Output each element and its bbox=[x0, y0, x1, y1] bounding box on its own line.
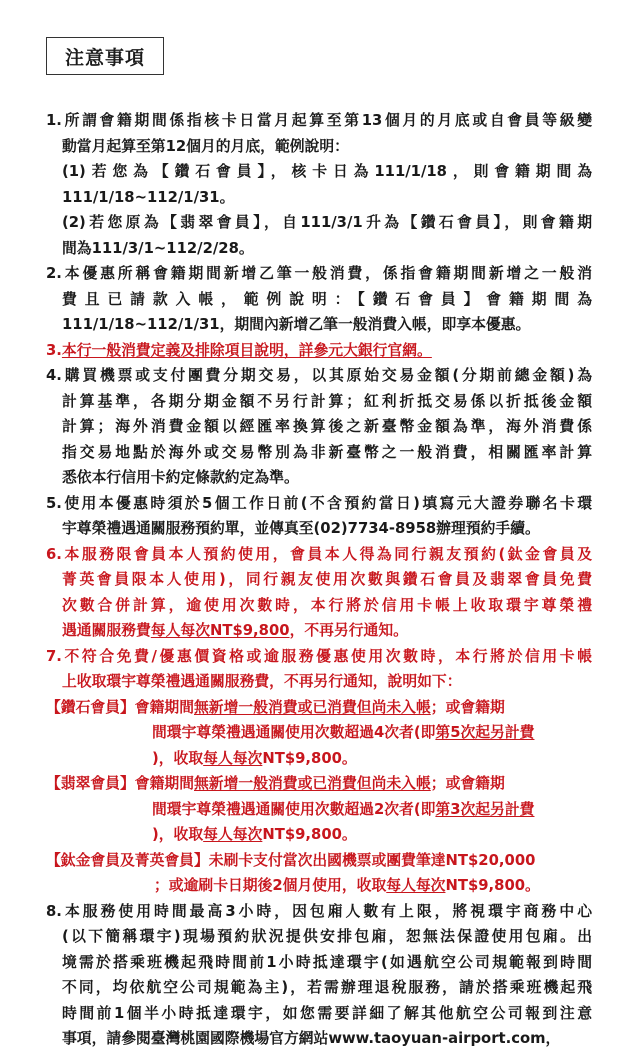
notice-item-5-line: 5.使用本優惠時須於5個工作日前(不含預約當日)填寫元大證券聯名卡環 bbox=[46, 494, 592, 512]
notice-item-5-line: 宇尊榮禮遇通關服務預約單，並傳真至(02)7734-8958辦理預約手續。 bbox=[62, 520, 540, 537]
emerald-member-tag: 【翡翠會員】 bbox=[46, 775, 135, 792]
fee-note: ，不再另行通知。 bbox=[289, 622, 408, 639]
bank-website-link[interactable]: 本行一般消費定義及排除項目說明，詳參元大銀行官網。 bbox=[61, 341, 432, 359]
rule-text: NT$9,800。 bbox=[262, 826, 357, 843]
fee-text: 遇通關服務費 bbox=[62, 622, 151, 639]
rule-emphasis: 每人每次 bbox=[386, 877, 446, 894]
notice-item-4-line: 4.購買機票或支付團費分期交易，以其原始交易金額(分期前總金額)為 bbox=[46, 367, 592, 384]
notice-item-8-line: (以下簡稱環宇)現場預約狀況提供安排包廂，恕無法保證使用包廂。出 bbox=[62, 928, 592, 945]
notice-item-2-line: 費且已請款入帳，範例說明：【鑽石會員】會籍期間為 bbox=[62, 290, 592, 308]
rule-text: )，收取 bbox=[152, 826, 204, 843]
notice-item-2-line: 2.本優惠所稱會籍期間新增乙筆一般消費，係指會籍期間新增之一般消 bbox=[46, 265, 592, 282]
rule-emphasis: 無新增一般消費或已消費但尚未入帳 bbox=[194, 698, 431, 716]
notice-item-6-line: 6.本服務限會員本人預約使用，會員本人得為同行親友預約(鈦金會員及 bbox=[46, 545, 592, 563]
fee-amount: 每人每次NT$9,800 bbox=[150, 622, 290, 639]
notice-item-8 bbox=[46, 899, 592, 1052]
notice-item-1-line: 動當月起算至第12個月的月底，範例說明： bbox=[62, 137, 349, 155]
emerald-member-rule-cont bbox=[46, 822, 592, 848]
notice-item-4 bbox=[46, 363, 592, 491]
notice-item-8-line: 事項，請參閱臺灣桃園國際機場官方網站www.taoyuan-airport.com， bbox=[62, 1030, 561, 1047]
notice-item-7 bbox=[46, 644, 592, 899]
rule-text: 間環宇尊榮禮遇通關使用次數超過4次者(即 bbox=[152, 724, 436, 741]
notice-item-4-line: 悉依本行信用卡約定條款約定為準。 bbox=[62, 469, 299, 486]
page-title: 注意事項 bbox=[46, 37, 164, 75]
notice-item-1-line: (1)若您為【鑽石會員】，核卡日為111/1/18，則會籍期間為 bbox=[62, 163, 592, 180]
notice-item-6-line: 次數合併計算，逾使用次數時，本行將於信用卡帳上收取環宇尊榮禮 bbox=[62, 596, 592, 614]
notice-item-8-line: 8.本服務使用時間最高3小時，因包廂人數有上限，將視環宇商務中心 bbox=[46, 902, 592, 920]
notice-item-8-line: 時間前1個半小時抵達環宇，如您需要詳細了解其他航空公司報到注意 bbox=[62, 1004, 592, 1022]
rule-text: NT$9,800。 bbox=[445, 877, 540, 894]
notice-item-2 bbox=[46, 261, 592, 338]
notice-item-1-line: 111/1/18~112/1/31。 bbox=[62, 188, 235, 206]
notice-item-1-line: (2)若您原為【翡翠會員】，自111/3/1升為【鑽石會員】，則會籍期 bbox=[62, 214, 592, 231]
rule-emphasis: 每人每次 bbox=[203, 826, 263, 843]
notice-item-1-line: 間為111/3/1~112/2/28。 bbox=[62, 239, 254, 257]
emerald-member-rule bbox=[46, 771, 592, 797]
titanium-member-rule bbox=[46, 848, 592, 874]
notice-item-7-line: 上收取環宇尊榮禮遇通關服務費，不再另行通知，說明如下： bbox=[62, 673, 462, 690]
titanium-member-tag: 【鈦金會員及菁英會員】 bbox=[46, 851, 209, 869]
rule-emphasis: 第3次起另計費 bbox=[435, 800, 535, 818]
rule-emphasis: 第5次起另計費 bbox=[435, 724, 535, 741]
diamond-member-rule-cont bbox=[46, 746, 592, 772]
rule-emphasis: 每人每次 bbox=[203, 749, 263, 767]
diamond-member-rule-cont bbox=[46, 720, 592, 746]
notice-item-1 bbox=[46, 108, 592, 261]
rule-text: )，收取 bbox=[152, 749, 204, 767]
rule-text: ；或逾刷卡日期後2個月使用，收取 bbox=[154, 877, 387, 894]
notice-item-4-line: 指交易地點於海外或交易幣別為非新臺幣之一般消費，相關匯率計算 bbox=[62, 443, 592, 461]
notice-item-6-line: 菁英會員限本人使用)，同行親友使用次數與鑽石會員及翡翠會員免費 bbox=[62, 571, 592, 588]
item-number: 3. bbox=[46, 341, 62, 359]
rule-text: ；或會籍期 bbox=[430, 775, 505, 792]
notice-item-3-line bbox=[46, 338, 592, 364]
notice-item-8-line: 境需於搭乘班機起飛時間前1小時抵達環宇(如遇航空公司規範報到時間 bbox=[62, 953, 592, 971]
titanium-member-rule-cont bbox=[46, 873, 592, 899]
emerald-member-rule-cont bbox=[46, 797, 592, 823]
rule-emphasis: 無新增一般消費或已消費但尚未入帳 bbox=[194, 775, 431, 792]
notice-list bbox=[46, 108, 592, 1052]
diamond-member-rule bbox=[46, 695, 592, 721]
rule-text: NT$9,800。 bbox=[262, 749, 357, 767]
notice-item-6 bbox=[46, 542, 592, 644]
notice-item-2-line: 111/1/18~112/1/31，期間內新增乙筆一般消費入帳，即享本優惠。 bbox=[62, 316, 531, 333]
notice-item-1-line: 1.所謂會籍期間係指核卡日當月起算至第13個月的月底或自會員等級變 bbox=[46, 112, 592, 129]
rule-text: ；或會籍期 bbox=[430, 698, 505, 716]
notice-item-4-line: 計算基準，各期分期金額不另行計算；紅利折抵交易係以折抵後金額 bbox=[62, 392, 592, 410]
rule-text: 會籍期間 bbox=[134, 698, 194, 716]
notice-item-5 bbox=[46, 491, 592, 542]
notice-item-6-line bbox=[46, 618, 592, 644]
diamond-member-tag: 【鑽石會員】 bbox=[46, 698, 135, 716]
rule-text: 會籍期間 bbox=[134, 775, 194, 792]
rule-text: 間環宇尊榮禮遇通關使用次數超過2次者(即 bbox=[152, 800, 436, 818]
notice-item-7-line: 7.不符合免費/優惠價資格或逾服務優惠使用次數時，本行將於信用卡帳 bbox=[46, 647, 592, 665]
notice-item-8-line: 不同，均依航空公司規範為主)，若需辦理退稅服務，請於搭乘班機起飛 bbox=[62, 979, 592, 996]
rule-text: 未刷卡支付當次出國機票或團費筆達NT$20,000 bbox=[208, 851, 536, 869]
notice-item-3 bbox=[46, 338, 592, 364]
notice-item-4-line: 計算；海外消費金額以經匯率換算後之新臺幣金額為準，海外消費係 bbox=[62, 418, 592, 435]
